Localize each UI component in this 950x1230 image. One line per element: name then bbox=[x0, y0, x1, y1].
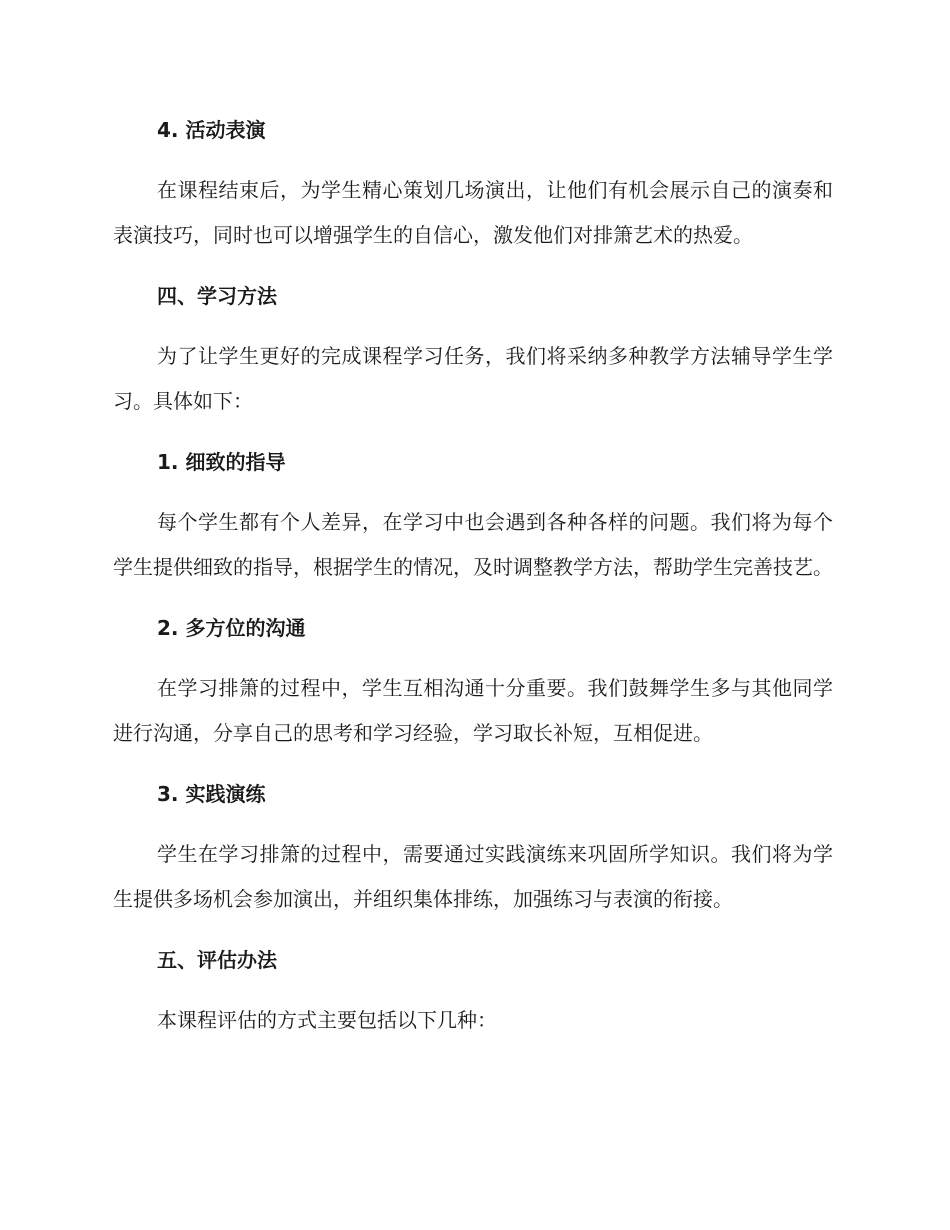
paragraph-learning-methods-intro: 为了让学生更好的完成课程学习任务，我们将采纳多种教学方法辅导学生学习。具体如下： bbox=[113, 344, 833, 413]
paragraph-communication: 在学习排箫的过程中，学生互相沟通十分重要。我们鼓舞学生多与其他同学进行沟通，分享自己的思考和学习经验，学习取长补短，互相促进。 bbox=[113, 676, 833, 745]
section-heading-activity-performance: 4. 活动表演 bbox=[157, 118, 266, 142]
section-heading-assessment: 五、评估办法 bbox=[157, 948, 277, 972]
section-heading-communication: 2. 多方位的沟通 bbox=[157, 616, 306, 640]
paragraph-activity-performance: 在课程结束后，为学生精心策划几场演出，让他们有机会展示自己的演奏和表演技巧，同时也可以增强学生的自信心，激发他们对排箫艺术的热爱。 bbox=[113, 178, 833, 247]
paragraph-detailed-guidance: 每个学生都有个人差异，在学习中也会遇到各种各样的问题。我们将为每个学生提供细致的指导，根据学生的情况，及时调整教学方法，帮助学生完善技艺。 bbox=[113, 510, 833, 579]
section-heading-practice: 3. 实践演练 bbox=[157, 782, 266, 806]
section-heading-detailed-guidance: 1. 细致的指导 bbox=[157, 450, 286, 474]
section-heading-learning-methods: 四、学习方法 bbox=[157, 284, 277, 308]
paragraph-assessment-intro: 本课程评估的方式主要包括以下几种： bbox=[157, 1008, 497, 1032]
document-body bbox=[113, 112, 833, 1063]
paragraph-practice: 学生在学习排箫的过程中，需要通过实践演练来巩固所学知识。我们将为学生提供多场机会参加演出，并组织集体排练，加强练习与表演的衔接。 bbox=[113, 842, 833, 911]
